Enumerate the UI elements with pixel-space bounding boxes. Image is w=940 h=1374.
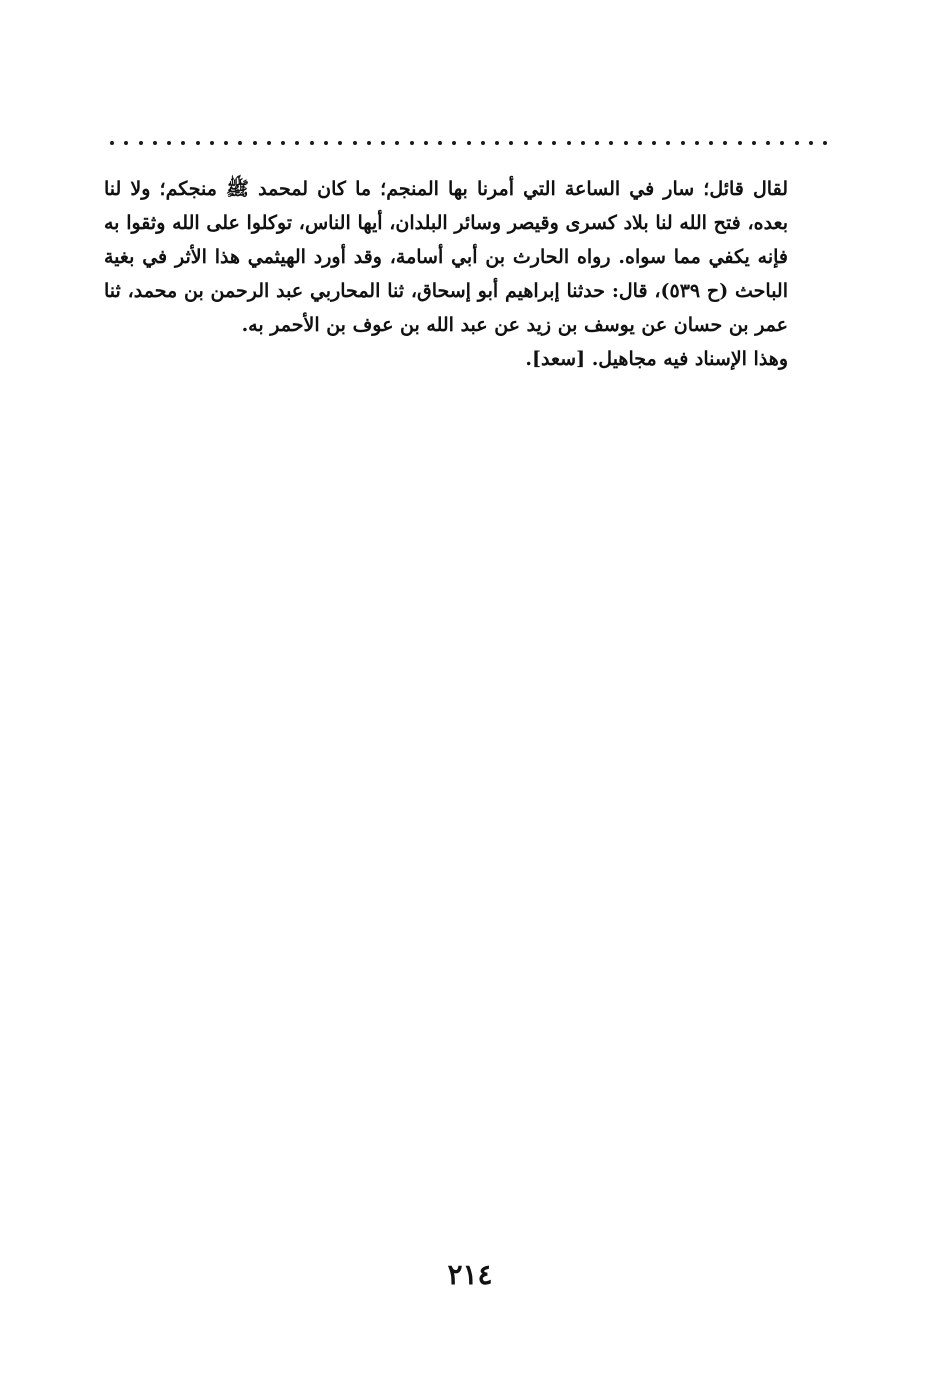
separator-dot bbox=[681, 141, 685, 145]
separator-dot bbox=[467, 141, 471, 145]
separator-dot bbox=[438, 141, 442, 145]
separator-dot bbox=[823, 141, 827, 145]
separator-dot bbox=[324, 141, 328, 145]
footnote-separator bbox=[110, 136, 828, 150]
footnote-text bbox=[104, 172, 788, 376]
separator-dot bbox=[495, 141, 499, 145]
separator-dot bbox=[124, 141, 128, 145]
separator-dot bbox=[567, 141, 571, 145]
page-number: ٢١٤ bbox=[447, 1258, 493, 1291]
separator-dot bbox=[424, 141, 428, 145]
separator-dot bbox=[738, 141, 742, 145]
separator-dot bbox=[552, 141, 556, 145]
footnote-paragraph-2: وهذا الإسناد فيه مجاهيل. [سعد]. bbox=[525, 348, 788, 370]
separator-dot bbox=[295, 141, 299, 145]
separator-dot bbox=[410, 141, 414, 145]
separator-dot bbox=[238, 141, 242, 145]
separator-dot bbox=[524, 141, 528, 145]
separator-dot bbox=[638, 141, 642, 145]
separator-dot bbox=[652, 141, 656, 145]
separator-dot bbox=[709, 141, 713, 145]
separator-dot bbox=[752, 141, 756, 145]
footnote-paragraph-1: لقال قائل؛ سار في الساعة التي أمرنا بها المنجم؛ ما كان لمحمد ﷺ منجكم؛ ولا لنا بعده، فتح الله لنا بلاد كسرى وقيصر وسائر البلدان، أيها الناس، توكلوا على الله وثقوا به فإنه يكفي مما سواه. رواه الحارث بن أبي أسامة، وقد أورد الهيثمي هذا الأثر في بغية الباحث (ح ٥٣٩)، قال: حدثنا إبراهيم أبو إسحاق، ثنا المحاربي عبد الرحمن بن محمد، ثنا عمر بن حسان عن يوسف بن زيد عن عبد الله بن عوف بن الأحمر به. bbox=[104, 178, 788, 336]
separator-dot bbox=[167, 141, 171, 145]
separator-dot bbox=[281, 141, 285, 145]
separator-dot bbox=[780, 141, 784, 145]
separator-dot bbox=[196, 141, 200, 145]
separator-dot bbox=[224, 141, 228, 145]
separator-dot bbox=[481, 141, 485, 145]
separator-dot bbox=[609, 141, 613, 145]
separator-dot bbox=[353, 141, 357, 145]
separator-dot bbox=[666, 141, 670, 145]
separator-dot bbox=[452, 141, 456, 145]
separator-dot bbox=[381, 141, 385, 145]
separator-dot bbox=[538, 141, 542, 145]
separator-dot bbox=[139, 141, 143, 145]
separator-dot bbox=[581, 141, 585, 145]
separator-dot bbox=[809, 141, 813, 145]
separator-dot bbox=[338, 141, 342, 145]
separator-dot bbox=[595, 141, 599, 145]
separator-dot bbox=[267, 141, 271, 145]
separator-dot bbox=[253, 141, 257, 145]
separator-dot bbox=[509, 141, 513, 145]
separator-dot bbox=[110, 141, 114, 145]
separator-dot bbox=[210, 141, 214, 145]
separator-dot bbox=[795, 141, 799, 145]
separator-dot bbox=[695, 141, 699, 145]
separator-dot bbox=[395, 141, 399, 145]
separator-dot bbox=[310, 141, 314, 145]
separator-dot bbox=[723, 141, 727, 145]
separator-dot bbox=[153, 141, 157, 145]
separator-dot bbox=[181, 141, 185, 145]
separator-dot bbox=[766, 141, 770, 145]
separator-dot bbox=[624, 141, 628, 145]
separator-dot bbox=[367, 141, 371, 145]
